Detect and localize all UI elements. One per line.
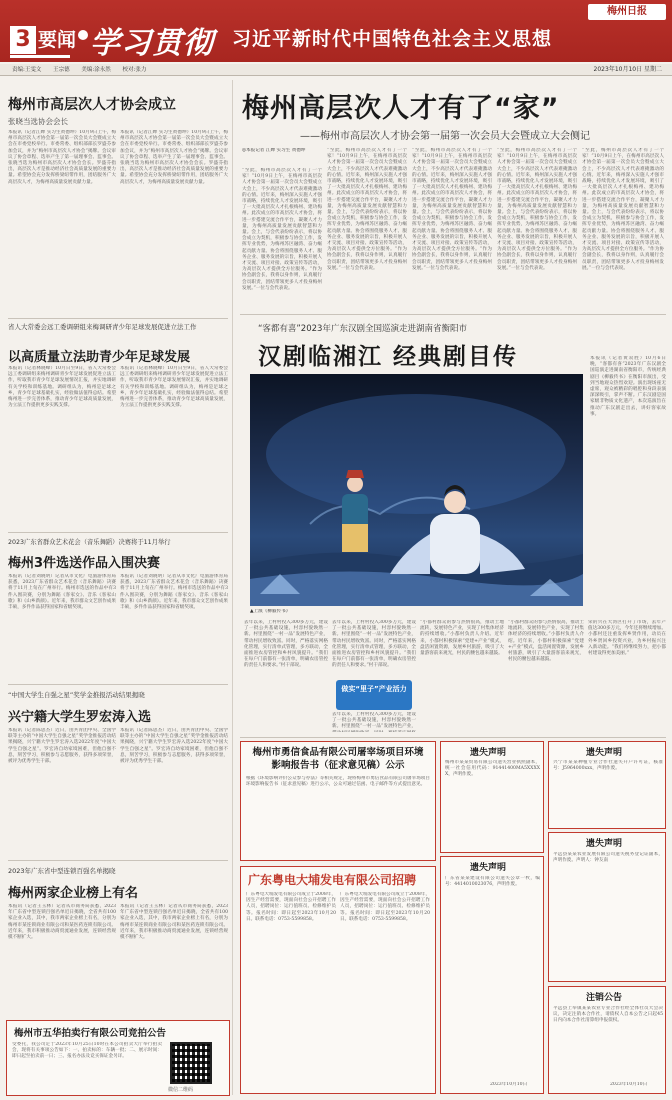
article1-body-cont: 本报讯（记者江婵 实习生黄德坤）10月9日上午，梅州市高层次人才协会第一届第一次会员大会暨成立大会在市委党校举行。市委常委、组织部部长罗盛芬参加会议，并为“梅州市高层次人才协会”揭牌。会议审议了协会章程、选举产生了第一届理事会、监事会。张晓当选为梅州市高层次人才协会会长。罗盛芬指出，高层次人才是推动经济社会高质量发展的重要力量。希望协会充分发挥桥梁纽带作用，团结服务广大高层次人才，为梅州高质量发展贡献力量。 [120, 130, 228, 185]
article4-body-cont: 本报讯（记者陈思杰）近日，由共青团中央、全国学联等主办的“中国大学生自强之星”奖学金推报活动结果揭晓，兴宁籍大学生罗宏涛入选2022年度“中国大学生自强之星”。罗宏涛自幼家境困难，但他自强不息，刻苦学习，积极参与志愿服务，获得多项荣誉，被评为优秀学生干部。 [120, 728, 228, 765]
page-number: 3 [10, 26, 36, 54]
article3-body: 本报讯（记者刘晓明）记者从市文化广电旅游体育局获悉，2023广东省群众艺术花会（音乐舞蹈）决赛将于11月上旬在广州举行。梅州市选送的作品中有3件入围决赛，分别为舞蹈《客家女》、音乐《客家山歌》和《山乡新颜》。近年来，我市群众文艺创作成果丰硕，多件作品获得国家和省级奖项。 [8, 574, 116, 611]
cancel-notice-title: 注销公告 [586, 993, 623, 1003]
section-name: 要闻 [38, 29, 77, 51]
article2-title: 以高质量立法助青少年足球发展 [8, 350, 191, 365]
feature-body2-cont: 去年以来，上村村投入300多万元，建设了一批公共基础设施，村容村貌焕然一新。村里围绕“一村一品”发展特色产业，带动村民增收致富。同时，严格落实网格化管理，实行清单式管理，多方联动，全面推进农房管控和乡村风貌提升。“我们在每户门前都有一张清单，明确农房管控的责任人和要求。”村干部说。 [332, 620, 416, 669]
article3-kicker: 2023广东省群众艺术花会（音乐舞蹈）决赛将于11月举行 [8, 539, 171, 546]
qr-label: 微信二维码 [168, 1087, 194, 1093]
qr-code-icon [170, 1042, 212, 1084]
article3-title: 梅州3件选送作品入围决赛 [8, 556, 161, 571]
opera-photo [250, 374, 583, 606]
opera-scene-icon [250, 374, 583, 606]
slogan: 习近平新时代中国特色社会主义思想 [232, 28, 553, 50]
feature-body: 本报讯（记者黄双胜）10月6日晚，“客都有喜”2023年广东汉剧全国巡演走进湖南省衡阳市，传统经典剧目《柳毅传书》在衡阳市演出，受到当地观众热烈欢迎。演出现场座无虚席，观众被精彩的唱腔和身段表演深深吸引，掌声不断。广东汉剧是国家级非物质文化遗产，本次巡演旨在推动广东汉剧走出去，讲好客家故事。 [590, 356, 666, 417]
article2-body-cont: 本报讯（记者林晓峰）10月日至9日，省人大常委会远工委调研组来梅州调研青少年足球发展促进立法工作，听取我市青少年足球发展情况汇报，并实地调研有关学校和训练基地。调研组认为，梅州是足球之乡，青少年足球基础扎实，经验做法值得总结。希望梅州进一步完善体系，推动青少年足球高质量发展，为立法工作提供更多实践支撑。 [120, 366, 228, 409]
main-body-col1: “至此，梅州市高层次人才有了一个家！”10月9日上午，在梅州市高层次人才协会第一届第一次会员大会暨成立大会上，不少高层次人才代表难掩激动的心情。近年来，梅州深入实施人才强市战略，持续优化人才发展环境，吸引了一大批高层次人才扎根梅州、建功梅州。此次成立的市高层次人才协会，将进一步搭建交流合作平台，凝聚人才力量，为梅州高质量发展贡献智慧和力量。会上，与会代表纷纷表示，将以协会成立为契机，积极参与协会工作，发挥专业优势，为梅州苏区融湾、奋力崛起贡献力量。协会将围绕服务人才、服务企业、服务发展的宗旨，积极开展人才交流、项目对接、政策宣传等活动，为高层次人才提供全方位服务。“作为协会副会长，我将以身作则，认真履行会员职责，团结带领更多人才投身梅州发展。”一位与会代表说。 [242, 168, 322, 291]
proofreader: 校对:张力 [122, 67, 147, 73]
article3-body-cont: 本报讯（记者刘晓明）记者从市文化广电旅游体育局获悉，2023广东省群众艺术花会（音乐舞蹈）决赛将于11月上旬在广州举行。梅州市选送的作品中有3件入围决赛，分别为舞蹈《客家女》、音乐《客家山歌》和《山乡新颜》。近年来，我市群众文艺创作成果丰硕，多件作品获得国家和省级奖项。 [120, 574, 228, 611]
article5-title: 梅州两家企业榜上有名 [8, 886, 139, 901]
art-editor: 美编:涂永然 [81, 67, 111, 73]
hiring-title: 广东粤电大埔发电有限公司招聘 [248, 873, 417, 887]
lost-notice-2-title: 遗失声明 [470, 863, 507, 873]
feature-kicker: “客都有喜”2023年广东汉剧全国巡演走进湖南省衡阳市 [258, 324, 467, 334]
main-headline: 梅州高层次人才有了“家” [242, 93, 560, 124]
lost-notice-3-body: 兴宁市某某种植专业合作社遗失开户许可证，核准号：J5964000xxx，声明作废。 [553, 760, 663, 772]
notice-date: 2023年10月10日 [490, 1082, 528, 1087]
cancel-notice-body: 平远县上举镇某某农业专业合作社经全体社员大会决议，决定注销本合作社，请债权人自本公告之日起45日内向本合作社清算组申报债权。 [553, 1006, 663, 1024]
lost-notice-4-body: 平远县某某农业发展有限公司遗失税务登记证副本，声明作废。声明人：钟友南 [553, 852, 663, 864]
article4-kicker: “中国大学生自强之星”奖学金推报活动结果揭晓 [8, 691, 145, 699]
divider [240, 314, 666, 315]
article5-body-cont: 本报讯（记者王玉林）记者从市商务局获悉，2023年广东省中型连锁百强名单近日揭晓，全省共有100家企业入选，其中，我市两家企业榜上有名，分别为梅州市某连锁商业有限公司和某医药连锁有限公司。近年来，我市积极推动商贸流通业发展，连锁经营规模不断扩大。 [120, 904, 228, 941]
main-subheadline: ——梅州市高层次人才协会第一届第一次会员大会暨成立大会侧记 [300, 131, 590, 142]
cancel-notice-date: 2023年10月10日 [610, 1082, 648, 1087]
column-divider [232, 80, 233, 1095]
article2-body: 本报讯（记者林晓峰）10月日至9日，省人大常委会远工委调研组来梅州调研青少年足球发展促进立法工作，听取我市青少年足球发展情况汇报，并实地调研有关学校和训练基地。调研组认为，梅州是足球之乡，青少年足球基础扎实，经验做法值得总结。希望梅州进一步完善体系，推动青少年足球高质量发展，为立法工作提供更多实践支撑。 [8, 366, 116, 409]
lost-notice-1-body: 梅州市某某贸易有限公司遗失营业执照副本，统一社会信用代码：91441400MA5XXXXX，声明作废。 [445, 760, 540, 778]
feature-body4: 荣的兴在大湾区打开了市场，去年产值达300多万元，今年还将继续增加。小都村还注重发挥乡贤作用，动员在外乡贤回乡投资兴业，为乡村振兴注入新动能。“我们将继续努力，把小都村建设得更加美丽。” [588, 620, 666, 657]
divider [8, 532, 228, 533]
main-body-col4: “至此，梅州市高层次人才有了一个家！”10月9日上午，在梅州市高层次人才协会第一届第一次会员大会暨成立大会上，不少高层次人才代表难掩激动的心情。近年来，梅州深入实施人才强市战略，持续优化人才发展环境，吸引了一大批高层次人才扎根梅州、建功梅州。此次成立的市高层次人才协会，将进一步搭建交流合作平台，凝聚人才力量，为梅州高质量发展贡献智慧和力量。会上，与会代表纷纷表示，将以协会成立为契机，积极参与协会工作，发挥专业优势，为梅州苏区融湾、奋力崛起贡献力量。协会将围绕服务人才、服务企业、服务发展的宗旨，积极开展人才交流、项目对接、政策宣传等活动，为高层次人才提供全方位服务。“作为协会副会长，我将以身作则，认真履行会员职责，团结带领更多人才投身梅州发展。”一位与会代表说。 [497, 148, 577, 271]
feature-body3-cont: “小都村群众的参与热情很高，推动土地流转，发展特色产业，实现了村集体经济的持续增收。”小都村负责人介绍。近年来，小都村积极探索“党建+产业”模式，盘活闲置资源，发展乡村旅游，吸引了大量游客前来观光，村民的腰包越来越鼓。 [508, 620, 584, 663]
main-body-col5: “至此，梅州市高层次人才有了一个家！”10月9日上午，在梅州市高层次人才协会第一届第一次会员大会暨成立大会上，不少高层次人才代表难掩激动的心情。近年来，梅州深入实施人才强市战略，持续优化人才发展环境，吸引了一大批高层次人才扎根梅州、建功梅州。此次成立的市高层次人才协会，将进一步搭建交流合作平台，凝聚人才力量，为梅州高质量发展贡献智慧和力量。会上，与会代表纷纷表示，将以协会成立为契机，积极参与协会工作，发挥专业优势，为梅州苏区融湾、奋力崛起贡献力量。协会将围绕服务人才、服务企业、服务发展的宗旨，积极开展人才交流、项目对接、政策宣传等活动，为高层次人才提供全方位服务。“作为协会副会长，我将以身作则，认真履行会员职责，团结带领更多人才投身梅州发展。”一位与会代表说。 [582, 148, 664, 271]
dateline: 2023年10月10日 星期二 [593, 66, 662, 73]
divider [8, 860, 228, 861]
lost-notice-4-title: 遗失声明 [586, 839, 623, 849]
article1-title: 梅州市高层次人才协会成立 [8, 97, 176, 113]
divider [8, 318, 228, 319]
article1-body: 本报讯（记者江婵 实习生黄德坤）10月9日上午，梅州市高层次人才协会第一届第一次会员大会暨成立大会在市委党校举行。市委常委、组织部部长罗盛芬参加会议，并为“梅州市高层次人才协会”揭牌。会议审议了协会章程、选举产生了第一届理事会、监事会。张晓当选为梅州市高层次人才协会会长。罗盛芬指出，高层次人才是推动经济社会高质量发展的重要力量。希望协会充分发挥桥梁纽带作用，团结服务广大高层次人才，为梅州高质量发展贡献力量。 [8, 130, 116, 185]
lost-notice-3-title: 遗失声明 [586, 748, 623, 758]
main-byline: ◎本报记者 江婵 实习生 黄德坤 [242, 148, 306, 153]
env-notice-body: 根据《环境影响评价公众参与办法》等相关规定，现将梅州市勇信食品有限公司屠宰场项目环境影响报告书（征求意见稿）进行公示，公众可通过信函、电子邮件等方式提出意见。 [246, 776, 430, 788]
article5-kicker: 2023年广东省中型连锁百强名单揭晓 [8, 867, 116, 875]
photo-caption: ▲上演《柳毅传书》 [250, 609, 291, 614]
article1-subtitle: 张晓当选协会会长 [8, 117, 68, 126]
main-body-col3: “至此，梅州市高层次人才有了一个家！”10月9日上午，在梅州市高层次人才协会第一届第一次会员大会暨成立大会上，不少高层次人才代表难掩激动的心情。近年来，梅州深入实施人才强市战略，持续优化人才发展环境，吸引了一大批高层次人才扎根梅州、建功梅州。此次成立的市高层次人才协会，将进一步搭建交流合作平台，凝聚人才力量，为梅州高质量发展贡献智慧和力量。会上，与会代表纷纷表示，将以协会成立为契机，积极参与协会工作，发挥专业优势，为梅州苏区融湾、奋力崛起贡献力量。协会将围绕服务人才、服务企业、服务发展的宗旨，积极开展人才交流、项目对接、政策宣传等活动，为高层次人才提供全方位服务。“作为协会副会长，我将以身作则，认真履行会员职责，团结带领更多人才投身梅州发展。”一位与会代表说。 [412, 148, 492, 271]
article4-title: 兴宁籍大学生罗宏涛入选 [8, 710, 152, 725]
article5-body: 本报讯（记者王玉林）记者从市商务局获悉，2023年广东省中型连锁百强名单近日揭晓，全省共有100家企业入选，其中，我市两家企业榜上有名，分别为梅州市某连锁商业有限公司和某医药连锁有限公司。近年来，我市积极推动商贸流通业发展，连锁经营规模不断扩大。 [8, 904, 116, 941]
editor-credits [0, 64, 672, 76]
divider [8, 684, 228, 685]
feature-body3: “小都村群众的参与热情很高，推动土地流转，发展特色产业，实现了村集体经济的持续增收。”小都村负责人介绍。近年来，小都村积极探索“党建+产业”模式，盘活闲置资源，发展乡村旅游，吸引了大量游客前来观光，村民的腰包越来越鼓。 [420, 620, 504, 657]
pullquote: 做实“里子”产业活力 [341, 685, 407, 693]
hiring-body-cont: 广东粤电大埔发电有限公司成立于2008年，因生产经营需要，现面向社会公开招聘工作人员，招聘岗位：运行值班员、检修维护员等。报名时间：即日起至2023年10月20日。联系电话：0753-5599858。 [340, 892, 430, 922]
paper-logo: 梅州日报 [588, 4, 666, 20]
reviewer: 王宗德 [53, 67, 70, 73]
feature-body2-end: 去年以来，上村村投入300多万元，建设了一批公共基础设施，村容村貌焕然一新。村里围绕“一村一品”发展特色产业， [332, 712, 416, 730]
divider [240, 737, 666, 738]
hiring-body: 广东粤电大埔发电有限公司成立于2008年，因生产经营需要，现面向社会公开招聘工作人员，招聘岗位：运行值班员、检修维护员等。报名时间：即日起至2023年10月20日。联系电话：0753-5599858。 [246, 892, 336, 922]
article4-body: 本报讯（记者陈思杰）近日，由共青团中央、全国学联等主办的“中国大学生自强之星”奖学金推报活动结果揭晓，兴宁籍大学生罗宏涛入选2022年度“中国大学生自强之星”。罗宏涛自幼家境困难，但他自强不息，刻苦学习，积极参与志愿服务，获得多项荣誉，被评为优秀学生干部。 [8, 728, 116, 765]
flourish-icon [78, 30, 88, 40]
calligraphy-title: 学习贯彻 [90, 26, 214, 61]
duty-editor: 责编:王雯文 [12, 67, 42, 73]
lost-notice-2-body: 广东省某某建设有限公司遗失公章一枚，编号：4414010023076，声明作废。 [445, 876, 540, 888]
main-body-col2: “至此，梅州市高层次人才有了一个家！”10月9日上午，在梅州市高层次人才协会第一届第一次会员大会暨成立大会上，不少高层次人才代表难掩激动的心情。近年来，梅州深入实施人才强市战略，持续优化人才发展环境，吸引了一大批高层次人才扎根梅州、建功梅州。此次成立的市高层次人才协会，将进一步搭建交流合作平台，凝聚人才力量，为梅州高质量发展贡献智慧和力量。会上，与会代表纷纷表示，将以协会成立为契机，积极参与协会工作，发挥专业优势，为梅州苏区融湾、奋力崛起贡献力量。协会将围绕服务人才、服务企业、服务发展的宗旨，积极开展人才交流、项目对接、政策宣传等活动，为高层次人才提供全方位服务。“作为协会副会长，我将以身作则，认真履行会员职责，团结带领更多人才投身梅州发展。”一位与会代表说。 [327, 148, 407, 271]
article2-kicker: 省人大常委会远工委调研组来梅调研青少年足球发展促进立法工作 [8, 323, 197, 331]
feature-body2: 去年以来，上村村投入300多万元，建设了一批公共基础设施，村容村貌焕然一新。村里围绕“一村一品”发展特色产业，带动村民增收致富。同时，严格落实网格化管理，实行清单式管理，多方联动，全面推进农房管控和乡村风貌提升。“我们在每户门前都有一张清单，明确农房管控的责任人和要求。”村干部说。 [244, 620, 328, 669]
section-underline [10, 55, 70, 58]
env-notice-title: 梅州市勇信食品有限公司屠宰场项目环境影响报告书（征求意见稿）公示 [252, 747, 424, 771]
feature-headline: 汉剧临湘江 经典剧目传 [258, 344, 519, 370]
auction-ad-body: 受委托，我公司定于2023年10月25日10时在本公司拍卖大厅举行拍卖会，现将有关事项公告如下：一、拍卖标的：车辆一批；二、展示时间：即日起至拍卖前一日；三、报名办法及竞买保证金另详。 [12, 1042, 162, 1060]
auction-ad-title: 梅州市五华拍卖行有限公司竞拍公告 [14, 1028, 167, 1039]
lost-notice-1-title: 遗失声明 [470, 748, 507, 758]
